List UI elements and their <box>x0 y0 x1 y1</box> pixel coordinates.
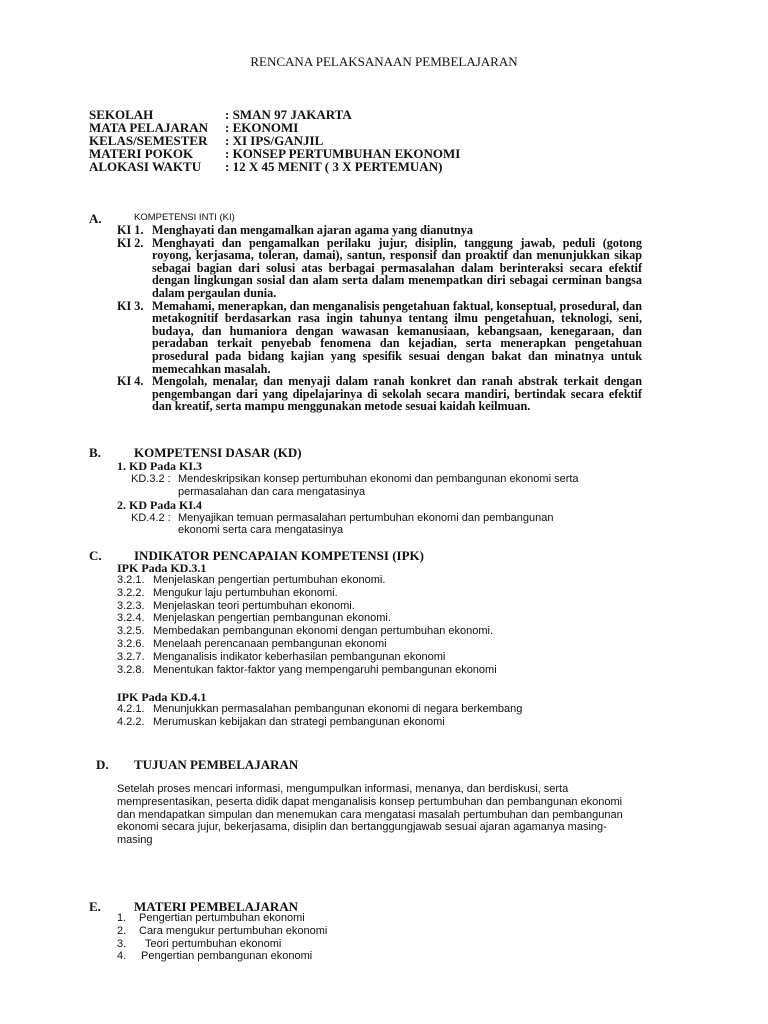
tujuan-line: mempresentasikan, peserta didik dapat menganalisis konsep pertumbuhan dan pembangunan ekonomi <box>117 795 623 808</box>
identity-key: MATERI POKOK <box>89 146 194 161</box>
identity-key: ALOKASI WAKTU <box>89 159 202 174</box>
ipk-text: Menjelaskan teori pertumbuhan ekonomi. <box>153 599 355 612</box>
materi-text: Pengertian pertumbuhan ekonomi <box>139 912 305 924</box>
ki-text: Menghayati dan mengamalkan ajaran agama yang dianutnya <box>152 223 473 237</box>
identity-table <box>89 108 460 173</box>
ipk-number: 3.2.3. <box>117 599 145 612</box>
kd1-line1: Mendeskripsikan konsep pertumbuhan ekonomi dan pembangunan ekonomi serta <box>178 473 579 485</box>
section-d-title: TUJUAN PEMBELAJARAN <box>134 757 299 772</box>
ki-item <box>117 300 642 376</box>
identity-row <box>89 160 460 173</box>
kd1-code: KD.3.2 : <box>131 473 171 485</box>
ipk-group1-label: IPK Pada KD.3.1 <box>117 561 207 575</box>
ipk-text: Menelaah perencanaan pembangunan ekonomi <box>153 637 387 650</box>
section-b-letter: B. <box>89 445 101 460</box>
materi-item <box>117 938 327 951</box>
materi-item <box>117 925 327 938</box>
kd2-code: KD.4.2 : <box>131 512 171 524</box>
ipk-text: Menunjukkan permasalahan pembangunan ekonomi di negara berkembang <box>153 703 523 715</box>
ipk-number: 4.2.1. <box>117 703 145 715</box>
ipk-number: 3.2.6. <box>117 637 145 650</box>
section-b-title: KOMPETENSI DASAR (KD) <box>134 445 302 460</box>
materi-number: 1. <box>117 912 127 924</box>
ipk-number: 3.2.7. <box>117 650 145 663</box>
ipk-list-2 <box>117 703 522 729</box>
ipk-item <box>117 638 497 651</box>
kd1-line2: permasalahan dan cara mengatasinya <box>178 486 366 498</box>
ipk-number: 3.2.4. <box>117 612 145 625</box>
tujuan-line: dan mendapatkan simpulan dan menemukan cara mengatasi masalah pertumbuhan dan pembangunan <box>117 808 623 821</box>
identity-key: KELAS/SEMESTER <box>89 133 208 148</box>
ipk-item <box>117 612 497 625</box>
ki-text: Menghayati dan pengamalkan perilaku jujur, disiplin, tanggung jawab, peduli (gotong royong, kerjasama, toleran, damai), santun, responsif dan proaktif dan menunjukkan sikap sebagai bagian dari solusi atas berbagai permasalahan dalam berinteraksi secara efektif dengan lingkungan sosial dan alam serta dalam menempatkan diri sebagai cerminan bangsa dalam pergaulan dunia. <box>152 235 642 300</box>
ipk-item <box>117 625 497 638</box>
page-title: RENCANA PELAKSANAAN PEMBELAJARAN <box>250 54 518 69</box>
materi-text: Pengertian pembangunan ekonomi <box>141 950 313 963</box>
section-e-title: MATERI PEMBELAJARAN <box>134 899 299 914</box>
section-e-letter: E. <box>89 899 101 914</box>
ipk-item <box>117 587 497 600</box>
ipk-item <box>117 574 497 587</box>
identity-value: : XI IPS/GANJIL <box>225 133 324 148</box>
ipk-list-1 <box>117 574 497 676</box>
ipk-group2-label: IPK Pada KD.4.1 <box>117 690 207 704</box>
ki-number: KI 2. <box>117 235 144 250</box>
materi-number: 4. <box>117 950 127 963</box>
tujuan-paragraph <box>117 783 652 847</box>
section-a-title: KOMPETENSI INTI (KI) <box>134 212 235 223</box>
identity-key: MATA PELAJARAN <box>89 120 209 135</box>
ki-number: KI 3. <box>117 298 144 313</box>
tujuan-line: ekonomi secara jujur, bekerjasama, disiplin dan bertanggungjawab sesuai ajaran agamanya masing- <box>117 821 607 834</box>
ipk-item <box>117 703 522 716</box>
section-c-title: INDIKATOR PENCAPAIAN KOMPETENSI (IPK) <box>134 548 424 563</box>
ipk-text: Menjelaskan pengertian pertumbuhan ekonomi. <box>153 574 386 586</box>
identity-value: : 12 X 45 MENIT ( 3 X PERTEMUAN) <box>225 159 443 174</box>
ipk-text: Menganalisis indikator keberhasilan pembangunan ekonomi <box>153 650 446 663</box>
section-c-letter: C. <box>89 548 102 563</box>
ki-item <box>117 224 642 237</box>
ipk-number: 3.2.8. <box>117 663 145 676</box>
ipk-item <box>117 716 522 729</box>
ipk-number: 4.2.2. <box>117 715 145 728</box>
materi-list <box>117 912 327 963</box>
materi-item <box>117 950 327 963</box>
ki-text: Memahami, menerapkan, dan menganalisis pengetahuan faktual, konseptual, prosedural, dan metakognitif berdasarkan rasa ingin tahunya tentang ilmu pengetahuan, teknologi, seni, budaya, dan humaniora dengan wawasan kemanusiaan, kebangsaan, kenegaraan, dan peradaban terkait penyebab fenomena dan kejadian, serta menerapkan pengetahuan prosedural pada bidang kajian yang spesifik sesuai dengan bakat dan minatnya untuk memecahkan masalah. <box>152 298 642 376</box>
ki-number: KI 1. <box>117 223 144 237</box>
ipk-item <box>117 651 497 664</box>
ki-list <box>117 224 642 413</box>
section-a-letter: A. <box>89 211 102 226</box>
identity-value: : KONSEP PERTUMBUHAN EKONOMI <box>225 146 461 161</box>
materi-item <box>117 912 327 925</box>
ipk-number: 3.2.1. <box>117 574 145 586</box>
materi-text: Cara mengukur pertumbuhan ekonomi <box>139 924 328 937</box>
ipk-number: 3.2.2. <box>117 586 145 599</box>
ipk-text: Menentukan faktor-faktor yang mempengaruhi pembangunan ekonomi <box>153 663 497 676</box>
ipk-text: Membedakan pembangunan ekonomi dengan pertumbuhan ekonomi. <box>153 625 494 638</box>
tujuan-line: Setelah proses mencari informasi, mengumpulkan informasi, menanya, dan berdiskusi, serta <box>117 783 569 795</box>
ipk-number: 3.2.5. <box>117 625 145 638</box>
tujuan-line: masing <box>117 834 153 847</box>
kd1-label: 1. KD Pada KI.3 <box>117 459 203 473</box>
kd2-line2: ekonomi serta cara mengatasinya <box>178 524 344 536</box>
materi-text: Teori pertumbuhan ekonomi <box>145 937 282 950</box>
ki-item <box>117 375 642 413</box>
identity-value: : EKONOMI <box>225 120 299 135</box>
identity-key: SEKOLAH <box>89 107 154 122</box>
ki-item <box>117 237 642 300</box>
kd2-label: 2. KD Pada KI.4 <box>117 498 203 512</box>
ipk-text: Mengukur laju pertumbuhan ekonomi. <box>153 586 338 599</box>
ki-number: KI 4. <box>117 374 144 389</box>
ki-text: Mengolah, menalar, dan menyaji dalam ranah konkret dan ranah abstrak terkait dengan pengembangan dari yang dipelajarinya di sekolah secara mandiri, bertindak secara efektif dan kreatif, serta mampu menggunakan metode sesuai kaidah keilmuan. <box>152 374 642 414</box>
materi-number: 3. <box>117 937 127 950</box>
ipk-item <box>117 600 497 613</box>
ipk-item <box>117 664 497 677</box>
ipk-text: Menjelaskan pengertian pembangunan ekonomi. <box>153 612 391 625</box>
ipk-text: Merumuskan kebijakan dan strategi pembangunan ekonomi <box>153 715 445 728</box>
materi-number: 2. <box>117 924 127 937</box>
identity-value: : SMAN 97 JAKARTA <box>225 107 352 122</box>
kd2-line1: Menyajikan temuan permasalahan pertumbuhan ekonomi dan pembangunan <box>178 512 554 524</box>
section-d-letter: D. <box>96 757 109 772</box>
